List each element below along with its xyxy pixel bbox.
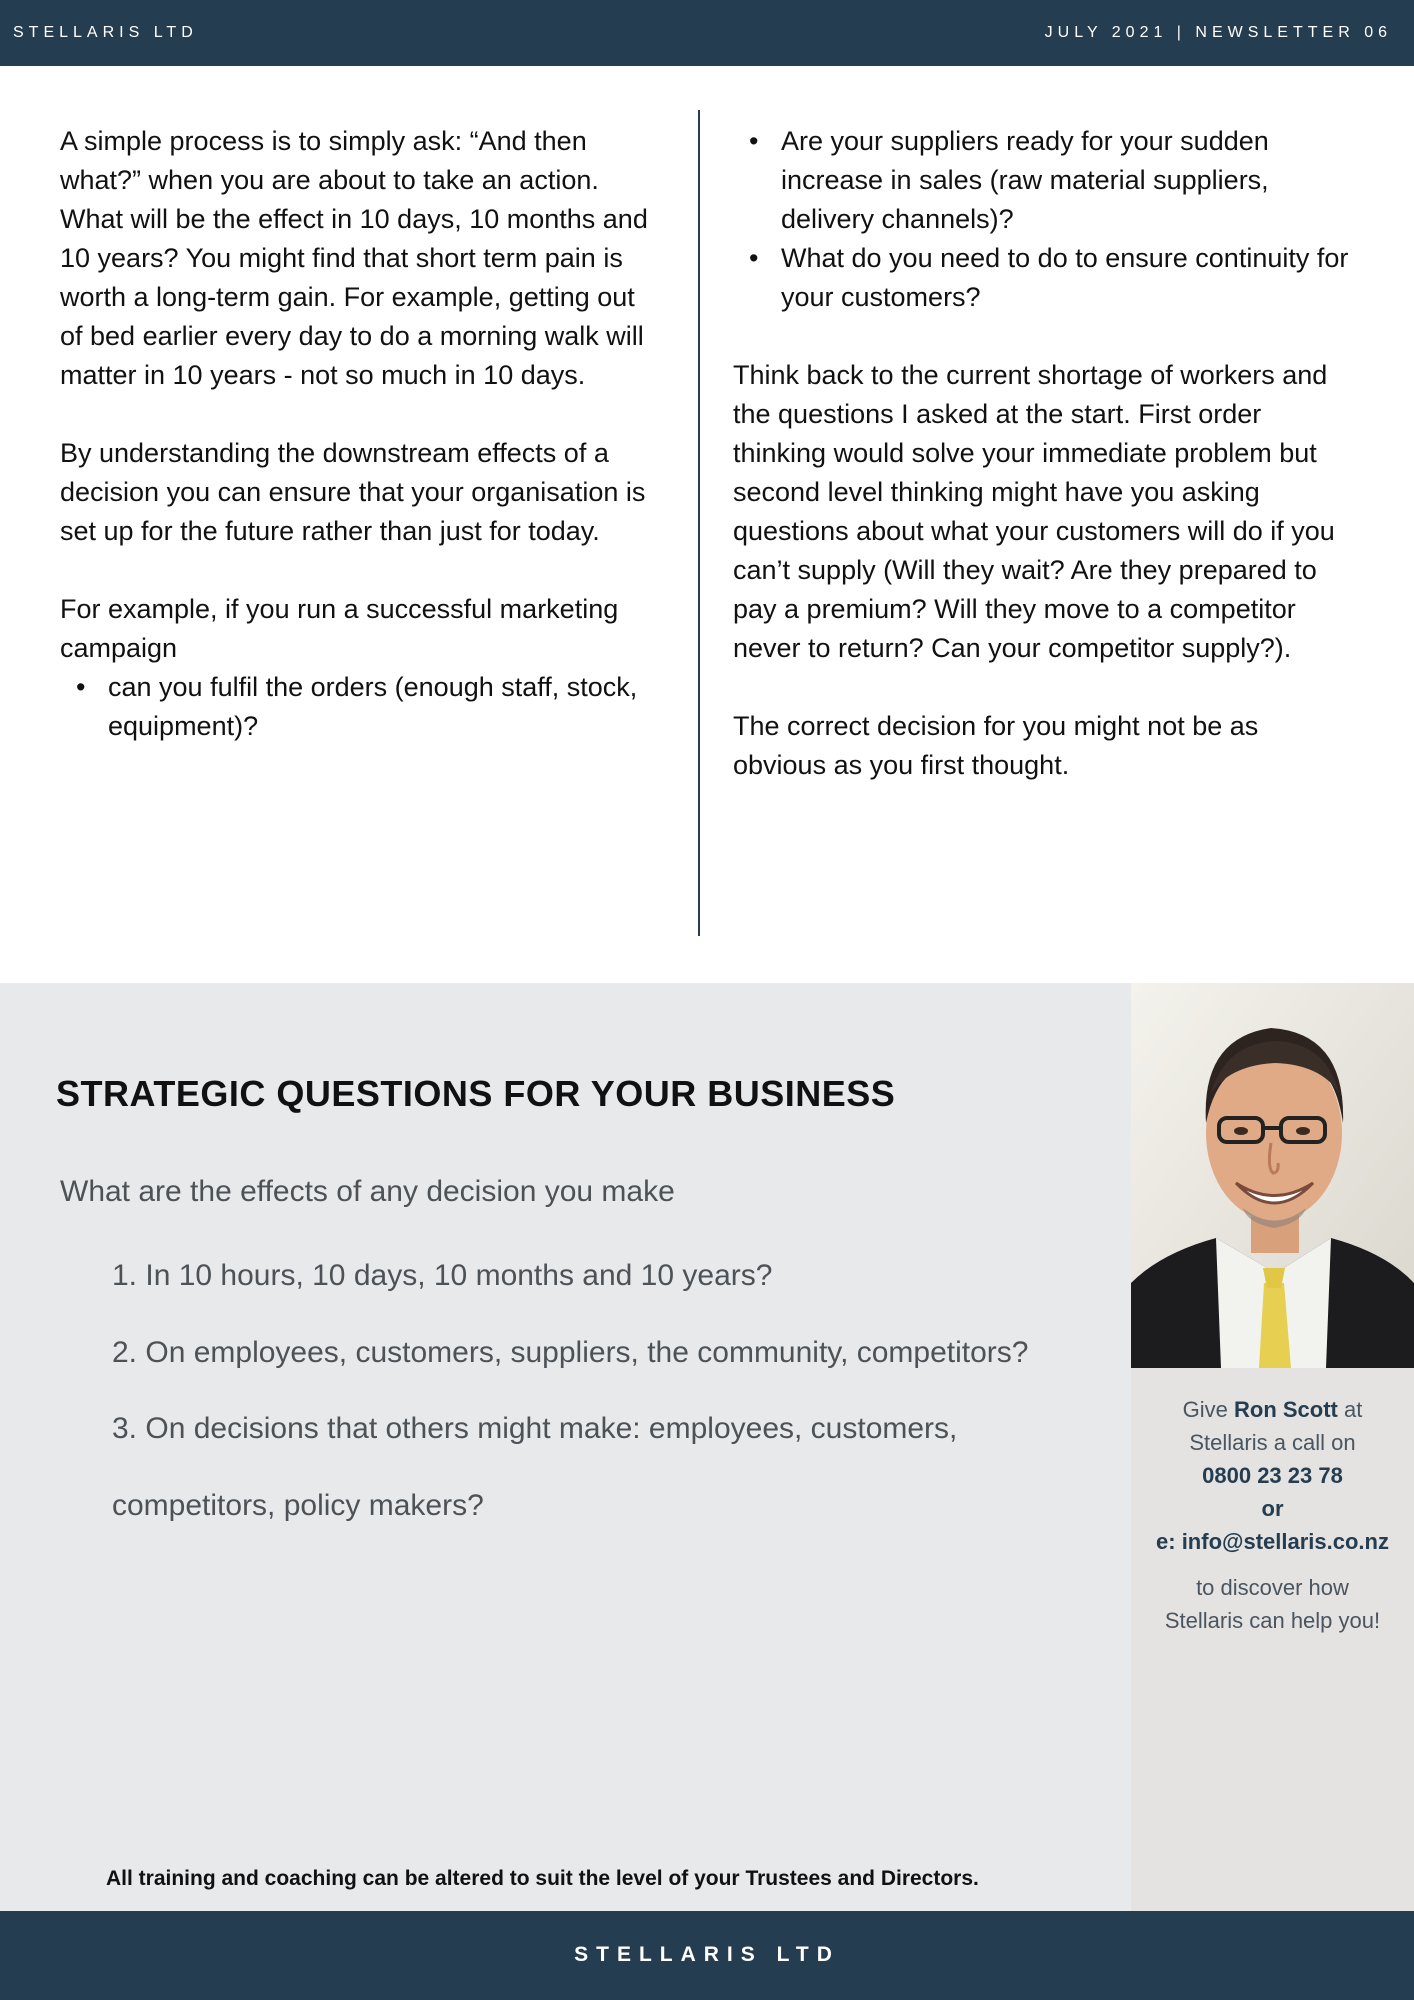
footer-note: All training and coaching can be altered to suit the level of your Trustees and Directors.	[106, 1867, 979, 1890]
cta-line: to discover how	[1196, 1575, 1349, 1600]
contact-details	[1131, 1393, 1414, 1637]
article-paragraph: The correct decision for you might not be as obvious as you first thought.	[733, 711, 1259, 780]
article-paragraph: Think back to the current shortage of workers and the questions I asked at the start. First order thinking would solve your immediate problem but second level thinking might have you asking questions about what your customers will do if you can’t supply (Will they wait? Are they prepared to pay a premium? Will they move to a competitor never to return? Can your competitor supply?).	[733, 360, 1335, 663]
section-intro: What are the effects of any decision you make	[60, 1175, 675, 1208]
give-text: Give	[1182, 1397, 1228, 1422]
question-item: 1. In 10 hours, 10 days, 10 months and 10 years?	[112, 1259, 773, 1292]
column-divider	[698, 110, 700, 936]
or-text: or	[1261, 1496, 1284, 1521]
contact-line	[1131, 1393, 1414, 1426]
footer-bar	[0, 1911, 1414, 2000]
bullet-item: • Are your suppliers ready for your sudden increase in sales (raw material suppliers, delivery channels)?	[781, 122, 1358, 239]
at-text: at	[1344, 1397, 1363, 1422]
question-item: 2. On employees, customers, suppliers, the community, competitors?	[112, 1335, 1029, 1369]
strategic-questions-panel	[0, 983, 1131, 1911]
bullet-list	[733, 122, 1358, 317]
company-call-line: Stellaris a call on	[1189, 1430, 1356, 1455]
section-title: STRATEGIC QUESTIONS FOR YOUR BUSINESS	[56, 1073, 896, 1114]
header-bar	[0, 0, 1414, 66]
question-list	[112, 1238, 1032, 1544]
newsletter-issue: JULY 2021 | NEWSLETTER 06	[1044, 24, 1392, 41]
cta-line: Stellaris can help you!	[1164, 1608, 1381, 1633]
company-name: STELLARIS LTD	[13, 24, 198, 41]
bullet-item: • can you fulfil the orders (enough staff, stock, equipment)?	[108, 668, 660, 746]
article-right-column	[733, 122, 1358, 824]
article-paragraph: A simple process is to simply ask: “And then what?” when you are about to take an action. What will be the effect in 10 days, 10 months and 10 years? You might find that short term pain is worth a long-term gain. For example, getting out of bed earlier every day to do a morning walk will matter in 10 years - not so much in 10 days.	[60, 126, 648, 390]
contact-name: Ron Scott	[1234, 1397, 1338, 1422]
footer-company-name: STELLARIS LTD	[574, 1943, 840, 1966]
email-link[interactable]: e: info@stellaris.co.nz	[1156, 1529, 1389, 1554]
article-paragraph: By understanding the downstream effects of a decision you can ensure that your organisation is set up for the future rather than just for today.	[60, 438, 646, 546]
article-left-column	[60, 122, 660, 785]
bullet-list	[60, 668, 660, 746]
bullet-item: • What do you need to do to ensure continuity for your customers?	[781, 239, 1358, 317]
phone-number[interactable]: 0800 23 23 78	[1202, 1463, 1343, 1488]
profile-photo	[1131, 983, 1414, 1368]
article-paragraph: For example, if you run a successful marketing campaign	[60, 594, 619, 663]
contact-panel	[1131, 983, 1414, 1911]
question-item: 3. On decisions that others might make: employees, customers, competitors, policy makers?	[112, 1412, 958, 1522]
